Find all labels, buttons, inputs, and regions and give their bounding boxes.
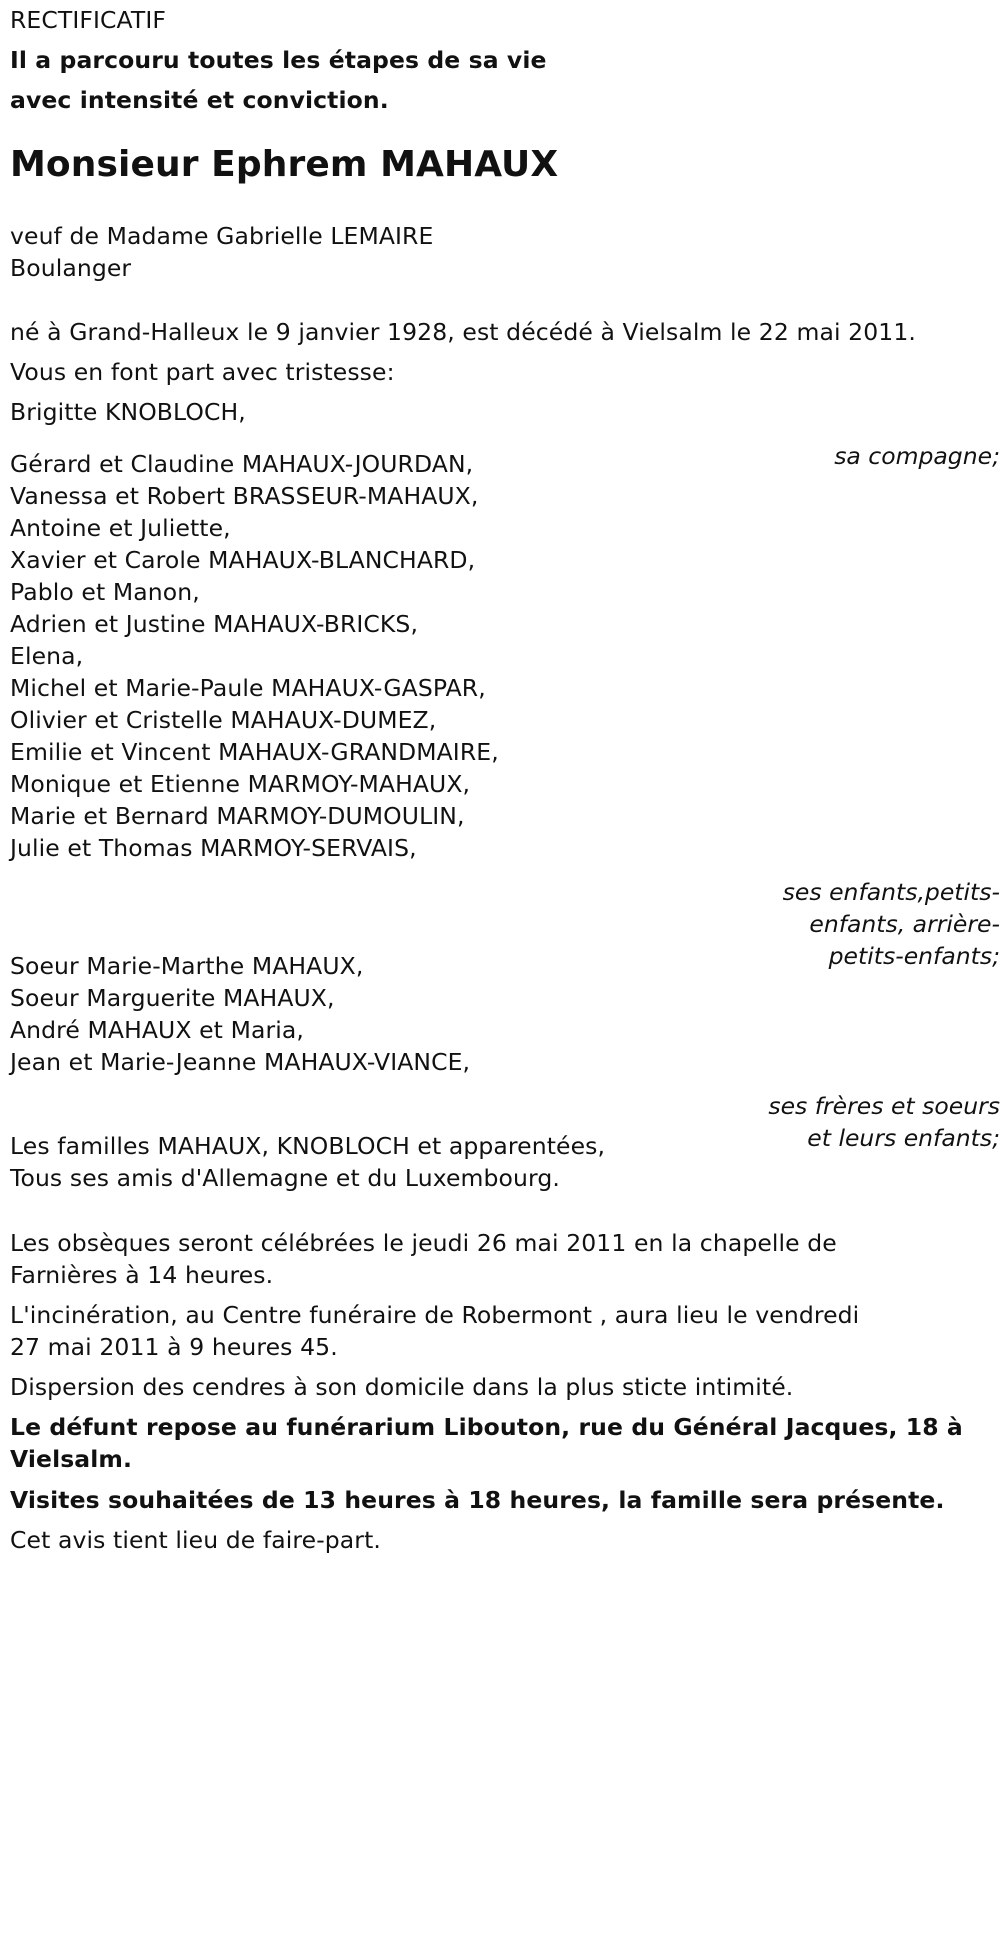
incineration-line: L'incinération, au Centre funéraire de Robermont , aura lieu le vendredi [10,1301,860,1329]
friends-line: Tous ses amis d'Allemagne et du Luxembourg. [10,1164,560,1192]
child-name: Xavier et Carole MAHAUX-BLANCHARD, [10,546,476,574]
child-name: Gérard et Claudine MAHAUX-JOURDAN, [10,450,474,478]
companion-name: Brigitte KNOBLOCH, [10,398,246,426]
sibling-name: André MAHAUX et Maria, [10,1016,304,1044]
obseques-line: Les obsèques seront célébrées le jeudi 26 mai 2011 en la chapelle de [10,1229,837,1257]
birth-death-line: né à Grand-Halleux le 9 janvier 1928, est décédé à Vielsalm le 22 mai 2011. [10,318,916,346]
faire-part-line: Cet avis tient lieu de faire-part. [10,1526,381,1554]
obseques-line: Farnières à 14 heures. [10,1261,274,1289]
incineration-line: 27 mai 2011 à 9 heures 45. [10,1333,338,1361]
quote-line-2: avec intensité et conviction. [10,86,389,114]
child-name: Pablo et Manon, [10,578,200,606]
child-name: Monique et Etienne MARMOY-MAHAUX, [10,770,471,798]
siblings-role-line: ses frères et soeurs [768,1091,1000,1120]
sibling-name: Jean et Marie-Jeanne MAHAUX-VIANCE, [10,1048,471,1076]
children-role-line: petits-enfants; [828,941,1000,970]
visites-line: Visites souhaitées de 13 heures à 18 heures, la famille sera présente. [10,1486,945,1514]
child-name: Julie et Thomas MARMOY-SERVAIS, [10,834,417,862]
profession-line: Boulanger [10,254,132,282]
companion-role: sa compagne; [834,441,1000,470]
child-name: Michel et Marie-Paule MAHAUX-GASPAR, [10,674,486,702]
spouse-line: veuf de Madame Gabrielle LEMAIRE [10,222,434,250]
children-role-line: ses enfants,petits- [782,877,1000,906]
quote-line-1: Il a parcouru toutes les étapes de sa vie [10,46,547,74]
sibling-name: Soeur Marie-Marthe MAHAUX, [10,952,364,980]
obituary-notice [10,0,1000,1943]
child-name: Olivier et Cristelle MAHAUX-DUMEZ, [10,706,437,734]
child-name: Adrien et Justine MAHAUX-BRICKS, [10,610,419,638]
repose-line: Le défunt repose au funérarium Libouton, rue du Général Jacques, 18 à [10,1413,963,1441]
siblings-role-line: et leurs enfants; [807,1123,1000,1152]
children-role-line: enfants, arrière- [809,909,1000,938]
families-line: Les familles MAHAUX, KNOBLOCH et apparentées, [10,1132,606,1160]
child-name: Vanessa et Robert BRASSEUR-MAHAUX, [10,482,479,510]
deceased-name: Monsieur Ephrem MAHAUX [10,144,559,185]
sibling-name: Soeur Marguerite MAHAUX, [10,984,335,1012]
child-name: Emilie et Vincent MAHAUX-GRANDMAIRE, [10,738,499,766]
child-name: Elena, [10,642,84,670]
child-name: Antoine et Juliette, [10,514,231,542]
repose-line: Vielsalm. [10,1445,133,1473]
intro-line: Vous en font part avec tristesse: [10,358,395,386]
dispersion-line: Dispersion des cendres à son domicile dans la plus sticte intimité. [10,1373,794,1401]
child-name: Marie et Bernard MARMOY-DUMOULIN, [10,802,465,830]
rectificatif-label: RECTIFICATIF [10,6,166,34]
